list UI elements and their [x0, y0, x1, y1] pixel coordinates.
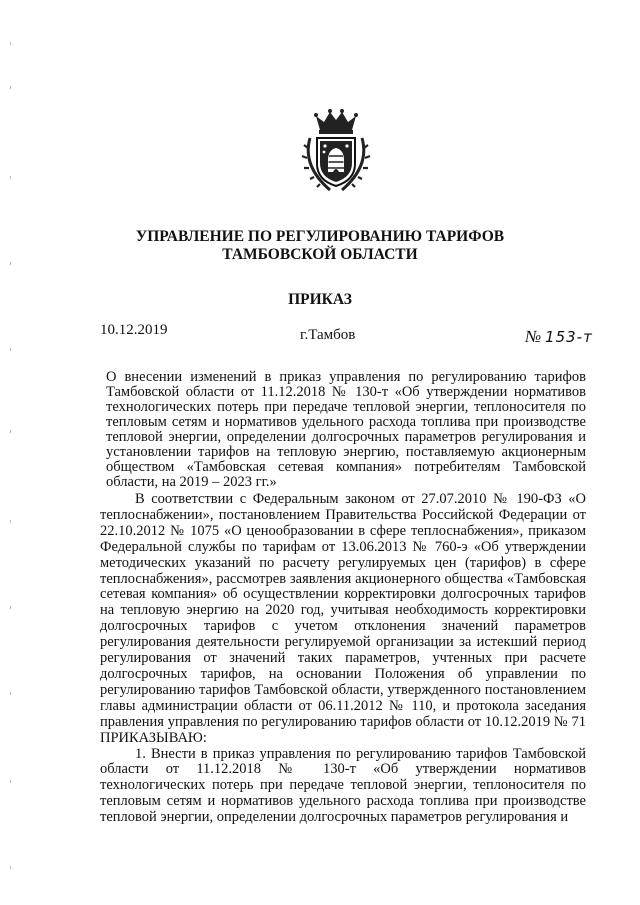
document-type: ПРИКАЗ: [288, 291, 352, 308]
margin-mark: [10, 780, 11, 783]
document-city: г.Тамбов: [300, 327, 356, 343]
margin-mark: [10, 42, 11, 45]
document-body: [100, 492, 586, 826]
margin-mark: [10, 866, 11, 869]
margin-mark: [10, 176, 11, 179]
document-number: [525, 327, 593, 347]
margin-mark: [10, 520, 11, 523]
margin-mark: [10, 86, 11, 89]
margin-mark: [10, 430, 11, 433]
document-subject: О внесении изменений в приказ управления по регулированию тарифов Тамбовской области от 11.12.2018 № 130-т «Об утверждении нормативов технологических потерь при передаче тепловой энергии, теплоносителя по тепловым сетям и нормативов удельного расхода топлива при производстве тепловой энергии, определении долгосрочных параметров регулирования и установлении тарифов на тепловую энергию, поставляемую акционерным обществом «Тамбовская сетевая компания» потребителям Тамбовской области, на 2019 – 2023 гг.»: [106, 369, 586, 490]
number-sign: №: [525, 327, 542, 346]
coat-of-arms-icon: [300, 108, 372, 194]
body-paragraph: В соответствии с Федеральным законом от 27.07.2010 № 190-ФЗ «О теплоснабжении», постановлением Правительства Российской Федерации от 22.10.2012 № 1075 «О ценообразовании в сфере теплоснабжения», приказом Федеральной службы по тарифам от 13.06.2013 № 760-э «Об утверждении методических указаний по расчету регулируемых цен (тарифов) в сфере теплоснабжения», рассмотрев заявления акционерного общества «Тамбовская сетевая компания» об осуществлении корректировки долгосрочных тарифов на тепловую энергию на 2020 год, учитывая необходимость корректировки долгосрочных тарифов с учетом отклонения значений параметров регулирования деятельности регулируемой организации за истекший период регулирования от значений таких параметров, учтенных при расчете долгосрочных тарифов, на основании Положения об управлении по регулированию тарифов Тамбовской области, утвержденного постановлением главы администрации области от 06.11.2012 № 110, и протокола заседания правления управления по регулированию тарифов области от 10.12.2019 № 71 ПРИКАЗЫВАЮ:: [100, 491, 586, 746]
organization-title: УПРАВЛЕНИЕ ПО РЕГУЛИРОВАНИЮ ТАРИФОВ ТАМБОВСКОЙ ОБЛАСТИ: [135, 228, 505, 263]
number-value: 153-т: [545, 328, 593, 346]
margin-mark: [10, 692, 11, 695]
document-date: 10.12.2019: [100, 322, 168, 338]
body-paragraph: 1. Внести в приказ управления по регулированию тарифов Тамбовской области от 11.12.2018 № 130-т «Об утверждении нормативов технологических потерь при передаче тепловой энергии, теплоносителя по тепловым сетям и нормативов удельного расхода топлива при производстве тепловой энергии, определении долгосрочных параметров регулирования и: [100, 745, 586, 826]
margin-mark: [10, 348, 11, 351]
margin-mark: [10, 262, 11, 265]
margin-mark: [10, 606, 11, 609]
